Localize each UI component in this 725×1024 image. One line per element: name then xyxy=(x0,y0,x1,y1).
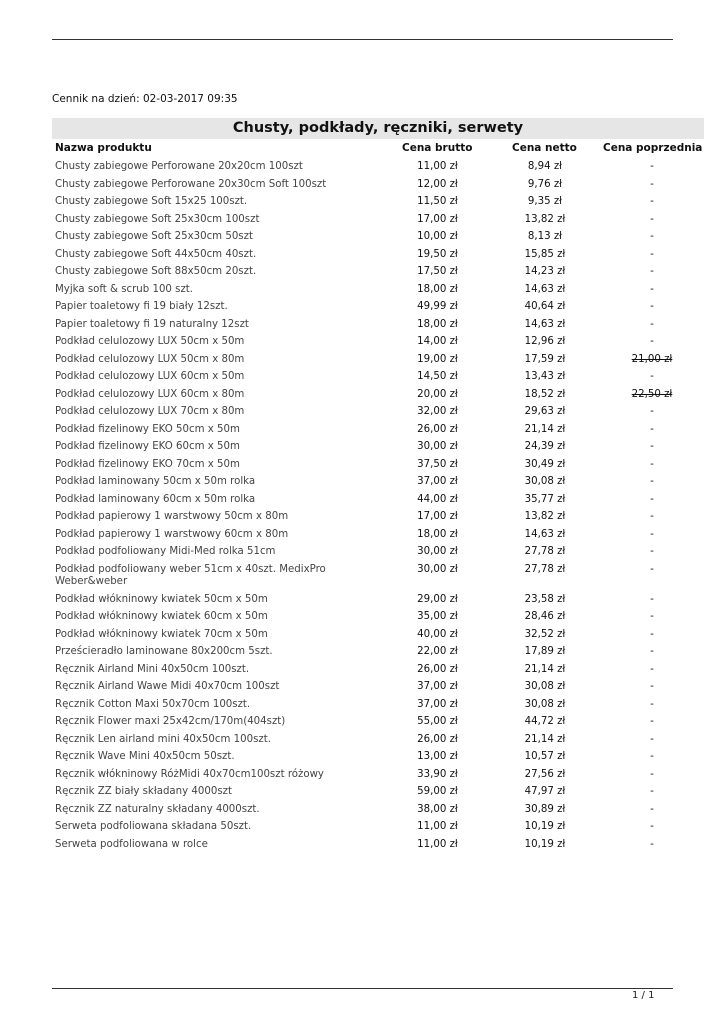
product-name: Podkład włókninowy kwiatek 60cm x 50m xyxy=(55,611,268,622)
product-name: Podkład papierowy 1 warstwowy 50cm x 80m xyxy=(55,511,289,522)
product-name: Ręcznik Airland Mini 40x50cm 100szt. xyxy=(55,663,250,675)
price-previous: - xyxy=(650,336,654,347)
price-previous: - xyxy=(650,546,654,557)
price-previous: - xyxy=(650,283,654,295)
price-netto: 21,14 zł xyxy=(524,733,566,745)
price-previous: - xyxy=(650,786,654,797)
price-previous: - xyxy=(650,458,654,470)
price-brutto: 18,00 zł xyxy=(417,318,458,330)
price-netto: 47,97 zł xyxy=(524,786,566,797)
product-name: Myjka soft & scrub 100 szt. xyxy=(55,283,194,295)
price-brutto: 19,50 zł xyxy=(417,248,458,260)
price-netto: 18,52 zł xyxy=(524,388,566,400)
price-previous: - xyxy=(650,628,654,640)
product-name: Podkład włókninowy kwiatek 70cm x 50m xyxy=(55,628,268,640)
table-row xyxy=(52,836,704,854)
price-previous: 21,00 zł xyxy=(631,353,673,365)
table-row xyxy=(52,158,704,176)
table-row xyxy=(52,491,704,509)
price-previous: - xyxy=(650,751,654,762)
price-netto: 13,82 zł xyxy=(524,511,566,522)
price-netto: 14,23 zł xyxy=(524,266,566,277)
product-name: Podkład włókninowy kwiatek 50cm x 50m xyxy=(55,593,268,605)
product-name: Chusty zabiegowe Soft 25x30cm 50szt xyxy=(55,231,253,242)
table-row xyxy=(52,193,704,211)
product-name: Chusty zabiegowe Perforowane 20x30cm Soft 100szt xyxy=(55,178,327,190)
table-row xyxy=(52,643,704,661)
price-brutto: 11,00 zł xyxy=(417,161,458,172)
price-brutto: 38,00 zł xyxy=(417,803,458,815)
price-netto: 23,58 zł xyxy=(524,593,566,605)
price-netto: 15,85 zł xyxy=(524,248,566,260)
price-brutto: 17,00 zł xyxy=(417,511,458,522)
price-netto: 30,08 zł xyxy=(524,476,566,487)
price-previous: - xyxy=(650,301,654,312)
price-brutto: 49,99 zł xyxy=(417,301,458,312)
price-previous: - xyxy=(650,476,654,487)
product-name: Podkład fizelinowy EKO 60cm x 50m xyxy=(55,441,240,452)
table-row xyxy=(52,748,704,766)
table-row xyxy=(52,456,704,474)
table-row xyxy=(52,246,704,264)
price-netto: 24,39 zł xyxy=(524,441,566,452)
top-rule xyxy=(52,39,673,40)
price-brutto: 17,50 zł xyxy=(417,266,458,277)
price-netto: 13,43 zł xyxy=(524,371,566,382)
product-name: Podkład celulozowy LUX 50cm x 50m xyxy=(55,336,245,347)
price-previous: - xyxy=(650,161,654,172)
price-brutto: 14,50 zł xyxy=(417,371,458,382)
table-row xyxy=(52,316,704,334)
price-netto: 40,64 zł xyxy=(524,301,566,312)
price-previous: 22,50 zł xyxy=(631,388,673,400)
col-netto-header: Cena netto xyxy=(512,142,577,154)
product-name: Podkład papierowy 1 warstwowy 60cm x 80m xyxy=(55,528,289,540)
bottom-rule xyxy=(52,988,673,989)
price-netto: 14,63 zł xyxy=(524,318,566,330)
price-brutto: 30,00 zł xyxy=(417,546,458,557)
table-row xyxy=(52,473,704,491)
price-netto: 8,13 zł xyxy=(527,231,563,242)
price-previous: - xyxy=(650,248,654,260)
price-brutto: 13,00 zł xyxy=(417,751,458,762)
price-brutto: 11,00 zł xyxy=(417,838,458,850)
price-brutto: 33,90 zł xyxy=(417,768,458,780)
price-previous: - xyxy=(650,838,654,850)
price-brutto: 37,00 zł xyxy=(417,681,458,692)
price-previous: - xyxy=(650,318,654,330)
price-brutto: 19,00 zł xyxy=(417,353,458,365)
price-netto: 30,08 zł xyxy=(524,698,566,710)
product-name: Serweta podfoliowana składana 50szt. xyxy=(55,821,252,832)
table-row xyxy=(52,526,704,544)
price-netto: 28,46 zł xyxy=(524,611,566,622)
price-previous: - xyxy=(650,423,654,435)
col-name-header: Nazwa produktu xyxy=(55,142,152,154)
price-previous: - xyxy=(650,698,654,710)
table-row xyxy=(52,263,704,281)
product-name: Ręcznik włókninowy RóżMidi 40x70cm100szt różowy xyxy=(55,768,324,780)
price-brutto: 32,00 zł xyxy=(417,406,458,417)
price-brutto: 29,00 zł xyxy=(417,593,458,605)
price-brutto: 12,00 zł xyxy=(417,178,458,190)
price-brutto: 18,00 zł xyxy=(417,528,458,540)
price-netto: 17,89 zł xyxy=(524,646,566,657)
price-netto: 17,59 zł xyxy=(524,353,566,365)
price-previous: - xyxy=(650,493,654,505)
product-name: Prześcieradło laminowane 80x200cm 5szt. xyxy=(55,646,273,657)
price-previous: - xyxy=(650,803,654,815)
price-previous: - xyxy=(650,266,654,277)
table-row xyxy=(52,783,704,801)
price-brutto: 20,00 zł xyxy=(417,388,458,400)
price-netto: 27,56 zł xyxy=(524,768,566,780)
product-name: Papier toaletowy fi 19 naturalny 12szt xyxy=(55,318,249,330)
price-previous: - xyxy=(650,663,654,675)
price-netto: 9,35 zł xyxy=(527,196,563,207)
table-row xyxy=(52,543,704,561)
table-row xyxy=(52,626,704,644)
price-brutto: 30,00 zł xyxy=(417,563,458,575)
price-previous: - xyxy=(650,768,654,780)
product-name: Podkład podfoliowany weber 51cm x 40szt. MedixPro Weber&weber xyxy=(55,563,326,587)
product-name: Ręcznik Len airland mini 40x50cm 100szt. xyxy=(55,733,272,745)
table-row xyxy=(52,766,704,784)
product-name: Podkład podfoliowany Midi-Med rolka 51cm xyxy=(55,546,276,557)
col-brutto-header: Cena brutto xyxy=(402,142,473,154)
price-netto: 10,19 zł xyxy=(524,838,566,850)
price-previous: - xyxy=(650,611,654,622)
price-brutto: 37,00 zł xyxy=(417,476,458,487)
price-previous: - xyxy=(650,563,654,575)
price-previous: - xyxy=(650,213,654,225)
price-brutto: 37,50 zł xyxy=(417,458,458,470)
product-name: Chusty zabiegowe Soft 25x30cm 100szt xyxy=(55,213,260,225)
table-row xyxy=(52,281,704,299)
price-brutto: 44,00 zł xyxy=(417,493,458,505)
table-row xyxy=(52,591,704,609)
price-previous: - xyxy=(650,371,654,382)
product-name: Chusty zabiegowe Soft 88x50cm 20szt. xyxy=(55,266,257,277)
price-previous: - xyxy=(650,733,654,745)
col-prev-header: Cena poprzednia xyxy=(603,142,703,154)
price-previous: - xyxy=(650,511,654,522)
price-table xyxy=(52,158,704,853)
price-netto: 30,49 zł xyxy=(524,458,566,470)
table-row xyxy=(52,368,704,386)
price-netto: 8,94 zł xyxy=(527,161,563,172)
price-brutto: 26,00 zł xyxy=(417,733,458,745)
price-date: Cennik na dzień: 02-03-2017 09:35 xyxy=(52,93,238,105)
product-name: Podkład celulozowy LUX 60cm x 50m xyxy=(55,371,245,382)
price-netto: 30,89 zł xyxy=(524,803,566,815)
price-netto: 30,08 zł xyxy=(524,681,566,692)
product-name: Ręcznik Wave Mini 40x50cm 50szt. xyxy=(55,751,235,762)
table-row xyxy=(52,561,704,591)
price-netto: 44,72 zł xyxy=(524,716,566,727)
table-row xyxy=(52,608,704,626)
price-brutto: 40,00 zł xyxy=(417,628,458,640)
table-row xyxy=(52,731,704,749)
price-brutto: 35,00 zł xyxy=(417,611,458,622)
product-name: Chusty zabiegowe Soft 44x50cm 40szt. xyxy=(55,248,257,260)
price-netto: 29,63 zł xyxy=(524,406,566,417)
product-name: Podkład celulozowy LUX 60cm x 80m xyxy=(55,388,245,400)
product-name: Podkład fizelinowy EKO 70cm x 50m xyxy=(55,458,240,470)
table-row xyxy=(52,176,704,194)
table-row xyxy=(52,333,704,351)
product-name: Ręcznik Airland Wawe Midi 40x70cm 100szt xyxy=(55,681,280,692)
price-brutto: 14,00 zł xyxy=(417,336,458,347)
table-row xyxy=(52,421,704,439)
table-row xyxy=(52,386,704,404)
product-name: Podkład celulozowy LUX 70cm x 80m xyxy=(55,406,245,417)
price-netto: 35,77 zł xyxy=(524,493,566,505)
price-previous: - xyxy=(650,716,654,727)
product-name: Podkład fizelinowy EKO 50cm x 50m xyxy=(55,423,240,435)
price-brutto: 26,00 zł xyxy=(417,423,458,435)
price-brutto: 22,00 zł xyxy=(417,646,458,657)
table-row xyxy=(52,211,704,229)
product-name: Ręcznik ZZ biały składany 4000szt xyxy=(55,786,232,797)
table-row xyxy=(52,508,704,526)
price-brutto: 18,00 zł xyxy=(417,283,458,295)
product-name: Ręcznik Flower maxi 25x42cm/170m(404szt) xyxy=(55,716,286,727)
price-netto: 9,76 zł xyxy=(527,178,563,190)
price-previous: - xyxy=(650,681,654,692)
table-row xyxy=(52,661,704,679)
price-previous: - xyxy=(650,231,654,242)
price-brutto: 11,50 zł xyxy=(417,196,458,207)
price-netto: 27,78 zł xyxy=(524,563,566,575)
product-name: Serweta podfoliowana w rolce xyxy=(55,838,208,850)
product-name: Podkład celulozowy LUX 50cm x 80m xyxy=(55,353,245,365)
page-number: 1 / 1 xyxy=(632,990,655,1001)
product-name: Podkład laminowany 60cm x 50m rolka xyxy=(55,493,256,505)
price-previous: - xyxy=(650,821,654,832)
price-netto: 27,78 zł xyxy=(524,546,566,557)
table-row xyxy=(52,403,704,421)
price-brutto: 55,00 zł xyxy=(417,716,458,727)
section-title: Chusty, podkłady, ręczniki, serwety xyxy=(52,118,704,139)
product-name: Ręcznik Cotton Maxi 50x70cm 100szt. xyxy=(55,698,251,710)
product-name: Ręcznik ZZ naturalny składany 4000szt. xyxy=(55,803,260,815)
price-previous: - xyxy=(650,528,654,540)
price-netto: 10,19 zł xyxy=(524,821,566,832)
table-header xyxy=(52,142,704,158)
price-previous: - xyxy=(650,178,654,190)
price-previous: - xyxy=(650,406,654,417)
price-netto: 10,57 zł xyxy=(524,751,566,762)
price-previous: - xyxy=(650,196,654,207)
table-row xyxy=(52,678,704,696)
price-previous: - xyxy=(650,646,654,657)
price-brutto: 17,00 zł xyxy=(417,213,458,225)
price-netto: 21,14 zł xyxy=(524,663,566,675)
table-row xyxy=(52,298,704,316)
price-netto: 14,63 zł xyxy=(524,283,566,295)
price-netto: 21,14 zł xyxy=(524,423,566,435)
table-row xyxy=(52,713,704,731)
table-row xyxy=(52,438,704,456)
product-name: Papier toaletowy fi 19 biały 12szt. xyxy=(55,301,228,312)
product-name: Podkład laminowany 50cm x 50m rolka xyxy=(55,476,256,487)
product-name: Chusty zabiegowe Soft 15x25 100szt. xyxy=(55,196,248,207)
price-previous: - xyxy=(650,593,654,605)
price-netto: 32,52 zł xyxy=(524,628,566,640)
product-name: Chusty zabiegowe Perforowane 20x20cm 100szt xyxy=(55,161,303,172)
price-netto: 14,63 zł xyxy=(524,528,566,540)
table-row xyxy=(52,818,704,836)
table-row xyxy=(52,351,704,369)
table-row xyxy=(52,228,704,246)
price-brutto: 10,00 zł xyxy=(417,231,458,242)
price-brutto: 37,00 zł xyxy=(417,698,458,710)
price-brutto: 26,00 zł xyxy=(417,663,458,675)
price-netto: 12,96 zł xyxy=(524,336,566,347)
table-row xyxy=(52,801,704,819)
price-brutto: 59,00 zł xyxy=(417,786,458,797)
price-brutto: 30,00 zł xyxy=(417,441,458,452)
table-row xyxy=(52,696,704,714)
price-brutto: 11,00 zł xyxy=(417,821,458,832)
price-previous: - xyxy=(650,441,654,452)
price-netto: 13,82 zł xyxy=(524,213,566,225)
